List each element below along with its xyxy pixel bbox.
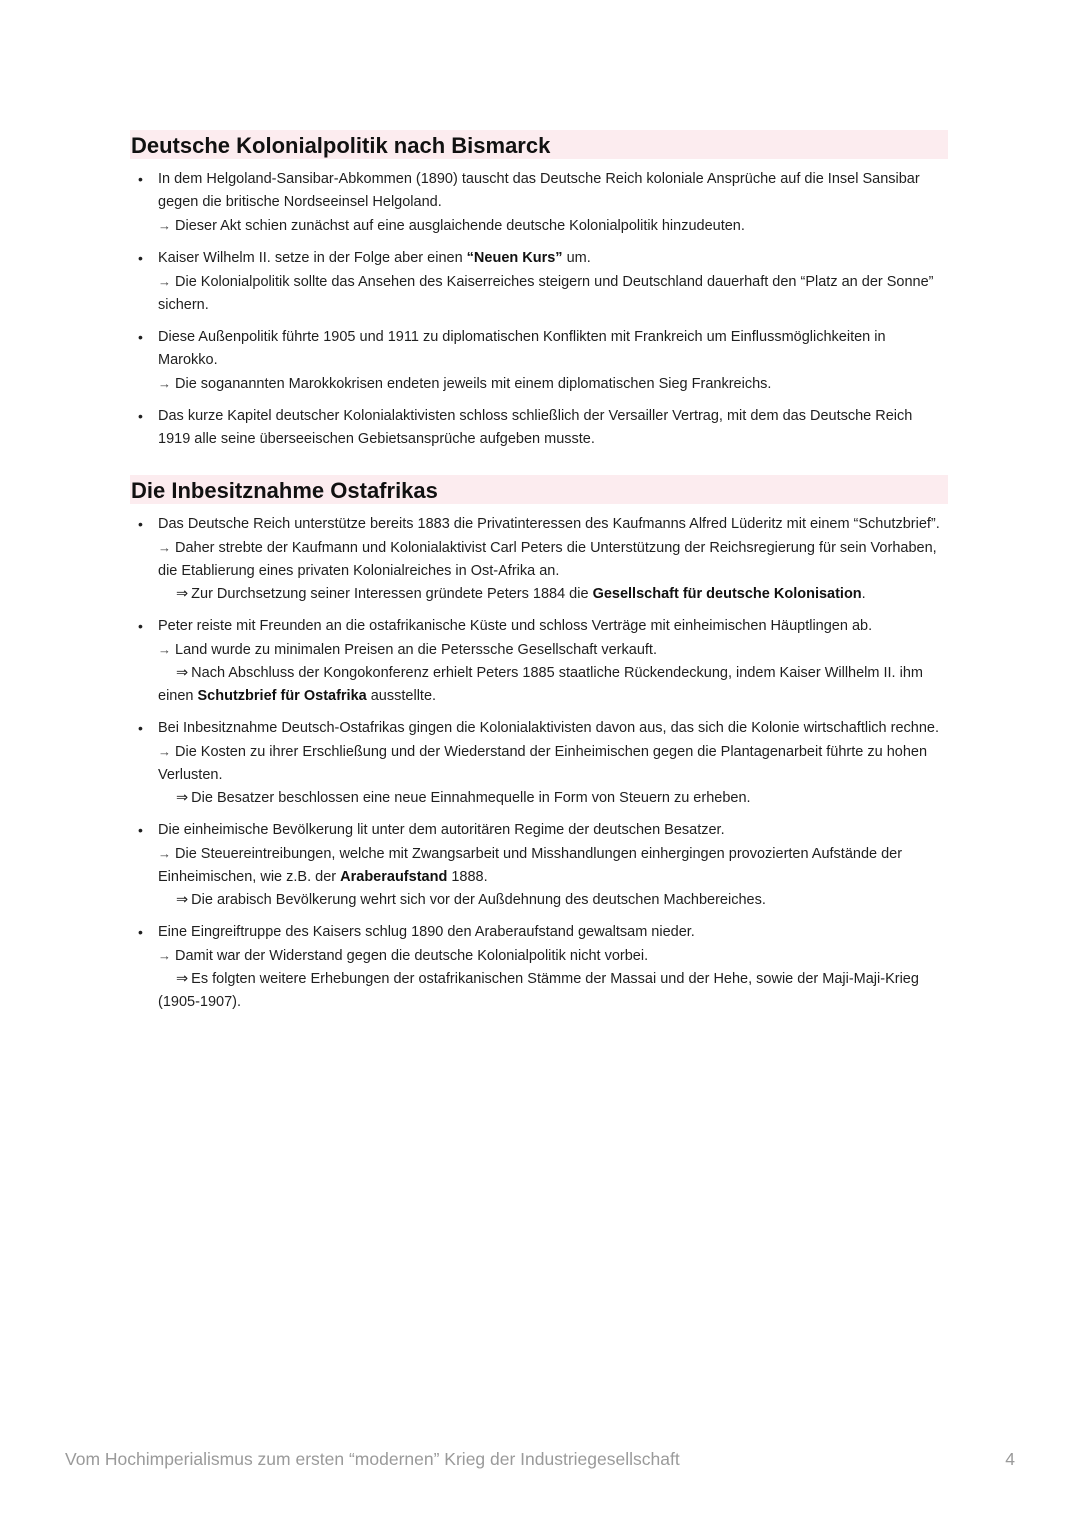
list-item — [130, 615, 948, 708]
list-item — [130, 819, 948, 912]
arrow-line: → Land wurde zu minimalen Preisen an die Peterssche Gesellschaft verkauft. — [158, 642, 657, 658]
bullet-list-kolonialpolitik — [130, 168, 948, 451]
bullet-list-ostafrika — [130, 513, 948, 1014]
arrow-line: → Die Kosten zu ihrer Erschließung und der Wiederstand der Einheimischen gegen die Plantagenarbeit führte zu hohen Verlusten. — [158, 744, 928, 783]
implies-icon: ⇒ — [176, 892, 189, 908]
list-item — [130, 326, 948, 396]
item-text: Bei Inbesitznahme Deutsch-Ostafrikas gingen die Kolonialaktivisten davon aus, das sich die Kolonie wirtschaftlich rechne. — [158, 720, 940, 736]
list-item — [130, 405, 948, 451]
implies-icon: ⇒ — [176, 586, 189, 602]
arrow-line: → Dieser Akt schien zunächst auf eine ausglaichende deutsche Kolonialpolitik hinzudeuten. — [158, 218, 745, 234]
bullet-icon: • — [138, 822, 143, 838]
list-item — [130, 717, 948, 810]
arrow-line: → Die Kolonialpolitik sollte das Ansehen des Kaiserreiches steigern und Deutschland dauerhaft den “Platz an der Sonne” sichern. — [158, 274, 934, 313]
section-heading-ostafrika: Die Inbesitznahme Ostafrikas — [130, 475, 948, 504]
list-item — [130, 247, 948, 317]
arrow-line: → Daher strebte der Kaufmann und Kolonialaktivist Carl Peters die Unterstützung der Reichsregierung für sein Vorhaben, die Etablierung eines privaten Kolonialreiches in Ost-Afrika an. — [158, 540, 937, 579]
bullet-icon: • — [138, 924, 143, 940]
implies-icon: ⇒ — [176, 790, 189, 806]
list-item — [130, 168, 948, 238]
implies-line: ⇒ Die arabisch Bevölkerung wehrt sich vor der Außdehnung des deutschen Machbereiches. — [176, 892, 766, 908]
bullet-icon: • — [138, 408, 143, 424]
bullet-icon: • — [138, 618, 143, 634]
item-text: Das kurze Kapitel deutscher Kolonialaktivisten schloss schließlich der Versailler Vertrag, mit dem das Deutsche Reich 1919 alle seine überseeischen Gebietsansprüche aufgeben musste. — [158, 408, 913, 447]
bullet-icon: • — [138, 250, 143, 266]
item-text: Peter reiste mit Freunden an die ostafrikanische Küste und schloss Verträge mit einheimischen Häuptlingen ab. — [158, 618, 873, 634]
arrow-line: → Die soganannten Marokkokrisen endeten jeweils mit einem diplomatischen Sieg Frankreichs. — [158, 376, 772, 392]
arrow-right-icon: → — [158, 642, 171, 657]
arrow-right-icon: → — [158, 376, 171, 391]
bullet-icon: • — [138, 516, 143, 532]
implies-line: ⇒ Zur Durchsetzung seiner Interessen gründete Peters 1884 die Gesellschaft für deutsche Kolonisation. — [176, 586, 866, 602]
item-text: Das Deutsche Reich unterstütze bereits 1883 die Privatinteressen des Kaufmanns Alfred Lüderitz mit einem “Schutzbrief”. — [158, 516, 940, 532]
bullet-icon: • — [138, 171, 143, 187]
item-text: Eine Eingreiftruppe des Kaisers schlug 1890 den Araberaufstand gewaltsam nieder. — [158, 924, 695, 940]
arrow-line: → Die Steuereintreibungen, welche mit Zwangsarbeit und Misshandlungen einhergingen provozierten Aufstände der Einheimischen, wie z.B. der Araberaufstand 1888. — [158, 846, 903, 885]
arrow-right-icon: → — [158, 948, 171, 963]
item-text: Die einheimische Bevölkerung lit unter dem autoritären Regime der deutschen Besatzer. — [158, 822, 725, 838]
item-text: In dem Helgoland-Sansibar-Abkommen (1890) tauscht das Deutsche Reich koloniale Ansprüche auf die Insel Sansibar gegen die britische Nordseeinsel Helgoland. — [158, 171, 920, 210]
item-text: Kaiser Wilhelm II. setze in der Folge aber einen “Neuen Kurs” um. — [158, 250, 591, 266]
implies-line: ⇒ Die Besatzer beschlossen eine neue Einnahmequelle in Form von Steuern zu erheben. — [176, 790, 751, 806]
implies-icon: ⇒ — [176, 971, 189, 987]
arrow-right-icon: → — [158, 846, 171, 861]
arrow-line: → Damit war der Widerstand gegen die deutsche Kolonialpolitik nicht vorbei. — [158, 948, 649, 964]
arrow-right-icon: → — [158, 218, 171, 233]
bullet-icon: • — [138, 720, 143, 736]
list-item — [130, 921, 948, 1014]
document-body — [130, 130, 948, 1023]
list-item — [130, 513, 948, 606]
implies-line: ⇒ Nach Abschluss der Kongokonferenz erhielt Peters 1885 staatliche Rückendeckung, indem Kaiser Willhelm II. ihm einen Schutzbrief für Ostafrika ausstellte. — [158, 665, 923, 704]
arrow-right-icon: → — [158, 274, 171, 289]
section-heading-kolonialpolitik: Deutsche Kolonialpolitik nach Bismarck — [130, 130, 948, 159]
bullet-icon: • — [138, 329, 143, 345]
page-number: 4 — [1005, 1449, 1015, 1469]
arrow-right-icon: → — [158, 744, 171, 759]
arrow-right-icon: → — [158, 540, 171, 555]
implies-icon: ⇒ — [176, 665, 189, 681]
footer-title: Vom Hochimperialismus zum ersten “modernen” Krieg der Industriegesellschaft — [65, 1449, 680, 1469]
item-text: Diese Außenpolitik führte 1905 und 1911 zu diplomatischen Konflikten mit Frankreich um Einflussmöglichkeiten in Marokko. — [158, 329, 886, 368]
implies-line: ⇒ Es folgten weitere Erhebungen der ostafrikanischen Stämme der Massai und der Hehe, sowie der Maji-Maji-Krieg (1905-1907). — [158, 971, 919, 1010]
